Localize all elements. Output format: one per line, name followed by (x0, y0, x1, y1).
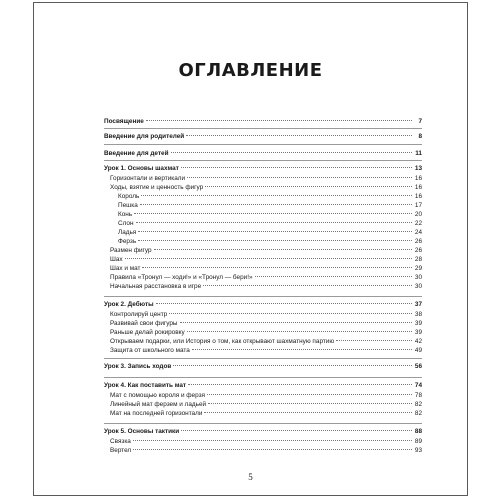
toc-entry-title: Король (118, 193, 140, 200)
dot-leader (187, 331, 412, 332)
toc-section (104, 381, 422, 390)
dot-leader (133, 449, 412, 450)
toc-entry-title: Мат на последней горизонтали (110, 410, 203, 417)
toc-entry (104, 192, 422, 201)
toc-entry-page: 13 (414, 165, 422, 172)
dot-leader (138, 231, 412, 232)
dot-leader (207, 394, 412, 395)
toc-entry-title: Ходы, взятие и ценность фигур (110, 184, 204, 191)
dot-leader (205, 186, 412, 187)
dot-leader (255, 276, 412, 277)
toc-entry-title: Шах и мат (110, 265, 141, 272)
dot-leader (141, 195, 412, 196)
toc-entry (104, 391, 422, 400)
toc-entry-page: 11 (415, 150, 422, 157)
toc-entry (104, 446, 422, 455)
toc-entry (104, 201, 422, 210)
toc-entry (104, 210, 422, 219)
dot-leader (192, 349, 412, 350)
toc-entry-title: Ферзь (118, 238, 137, 245)
dot-leader (180, 322, 413, 323)
toc-entry-title: Связка (110, 438, 131, 445)
toc-entry-title: Введение для родителей (104, 133, 185, 140)
dot-leader (173, 365, 412, 366)
toc-entry-page: 82 (414, 410, 422, 417)
toc-entry-page: 26 (414, 238, 422, 245)
dot-leader (134, 213, 412, 214)
toc-entry-title: Раньше делай рокировку (110, 329, 185, 336)
dot-leader (171, 152, 412, 153)
toc-entry (104, 319, 422, 328)
toc-entry (104, 228, 422, 237)
dot-leader (181, 430, 412, 431)
dot-leader (181, 167, 412, 168)
toc-entry (104, 237, 422, 246)
page-number: 5 (248, 472, 253, 482)
toc-entry-page: 16 (414, 175, 422, 182)
toc-section (104, 117, 422, 126)
dot-leader (186, 135, 412, 136)
toc-entry-title: Правила «Тронул — ходи!» и «Тронул — бери!» (110, 274, 253, 281)
toc-entry (104, 246, 422, 255)
toc-entry-page: 49 (414, 347, 422, 354)
toc-entry-title: Линейный мат ферзем и ладьей (110, 401, 207, 408)
dot-leader (188, 384, 412, 385)
toc-entry (104, 264, 422, 273)
dot-leader (169, 313, 412, 314)
section-divider (104, 144, 422, 145)
toc-entry-title: Урок 3. Запись ходов (104, 363, 172, 370)
toc-entry-page: 22 (414, 220, 422, 227)
toc-entry-page: 39 (414, 320, 422, 327)
toc-entry-title: Урок 5. Основы тактики (104, 428, 180, 435)
section-divider (104, 160, 422, 161)
toc-entry-page: 26 (414, 247, 422, 254)
table-of-contents (34, 3, 467, 495)
toc-entry-page: 37 (414, 301, 422, 308)
page-title: ОГЛАВЛЕНИЕ (178, 60, 323, 81)
dot-leader (204, 412, 412, 413)
toc-entry-page: 28 (414, 256, 422, 263)
book-page (33, 2, 468, 496)
toc-entry-title: Урок 2. Дебюты (104, 301, 154, 308)
toc-entry-title: Размен фигур (110, 247, 152, 254)
toc-section (104, 164, 422, 173)
toc-entry-page: 8 (418, 133, 422, 140)
toc-section (104, 300, 422, 309)
toc-entry-page: 38 (414, 311, 422, 318)
toc-entry-title: Контролируй центр (110, 311, 168, 318)
toc-entry-page: 30 (414, 283, 422, 290)
dot-leader (140, 204, 412, 205)
toc-entry-page: 30 (414, 274, 422, 281)
toc-entry-title: Урок 1. Основы шахмат (104, 165, 179, 172)
toc-entry-title: Урок 4. Как поставить мат (104, 382, 187, 389)
toc-entry-page: 78 (414, 392, 422, 399)
dot-leader (187, 177, 412, 178)
toc-entry (104, 255, 422, 264)
dot-leader (336, 340, 412, 341)
dot-leader (154, 249, 412, 250)
dot-leader (136, 222, 413, 223)
toc-entry-page: 93 (414, 447, 422, 454)
dot-leader (125, 258, 412, 259)
section-divider (104, 423, 422, 424)
toc-entry-page: 20 (414, 211, 422, 218)
toc-section (104, 132, 422, 141)
toc-entry-page: 89 (414, 438, 422, 445)
toc-entry-page: 29 (414, 265, 422, 272)
toc-section (104, 362, 422, 371)
toc-entry (104, 400, 422, 409)
toc-entry-page: 74 (414, 382, 422, 389)
toc-entry (104, 328, 422, 337)
toc-entry (104, 409, 422, 418)
toc-entry (104, 219, 422, 228)
toc-entry (104, 174, 422, 183)
toc-entry (104, 337, 422, 346)
toc-entry-title: Шах (110, 256, 123, 263)
toc-entry (104, 346, 422, 355)
dot-leader (138, 240, 412, 241)
toc-entry (104, 183, 422, 192)
toc-entry-title: Посвящение (104, 118, 144, 125)
toc-entry-page: 7 (418, 118, 422, 125)
toc-entry-page: 24 (414, 229, 422, 236)
toc-entry (104, 310, 422, 319)
toc-entry-page: 16 (414, 184, 422, 191)
toc-entry (104, 282, 422, 291)
toc-entry-title: Конь (118, 211, 133, 218)
toc-section (104, 427, 422, 436)
toc-entry-page: 17 (414, 202, 422, 209)
toc-entry-title: Мат с помощью короля и ферзя (110, 392, 205, 399)
dot-leader (156, 303, 412, 304)
section-divider (104, 358, 422, 359)
toc-entry-title: Пешка (118, 202, 138, 209)
toc-entry-title: Защита от школьного мата (110, 347, 190, 354)
dot-leader (146, 120, 412, 121)
toc-entry-title: Слон (118, 220, 134, 227)
toc-entry-title: Вертел (110, 447, 132, 454)
toc-entry-page: 88 (414, 428, 422, 435)
dot-leader (203, 285, 412, 286)
toc-entry-title: Введение для детей (104, 150, 169, 157)
section-divider (104, 128, 422, 129)
toc-entry-title: Развивай свои фигуры (110, 320, 178, 327)
section-divider (104, 296, 422, 297)
toc-entry (104, 437, 422, 446)
toc-entry-title: Начальная расстановка в игре (110, 283, 202, 290)
section-divider (104, 377, 422, 378)
toc-entry-page: 16 (414, 193, 422, 200)
toc-entry-title: Горизонтали и вертикали (110, 175, 186, 182)
dot-leader (208, 403, 412, 404)
toc-entry-page: 39 (414, 329, 422, 336)
toc-entry (104, 273, 422, 282)
toc-entry-title: Ладья (118, 229, 137, 236)
toc-entry-page: 56 (414, 363, 422, 370)
dot-leader (133, 440, 412, 441)
toc-section (104, 149, 422, 158)
toc-entry-page: 82 (414, 401, 422, 408)
dot-leader (142, 267, 412, 268)
toc-entry-title: Открываем подарки, или История о том, как открывают шахматную партию (110, 338, 335, 345)
toc-entry-page: 42 (414, 338, 422, 345)
